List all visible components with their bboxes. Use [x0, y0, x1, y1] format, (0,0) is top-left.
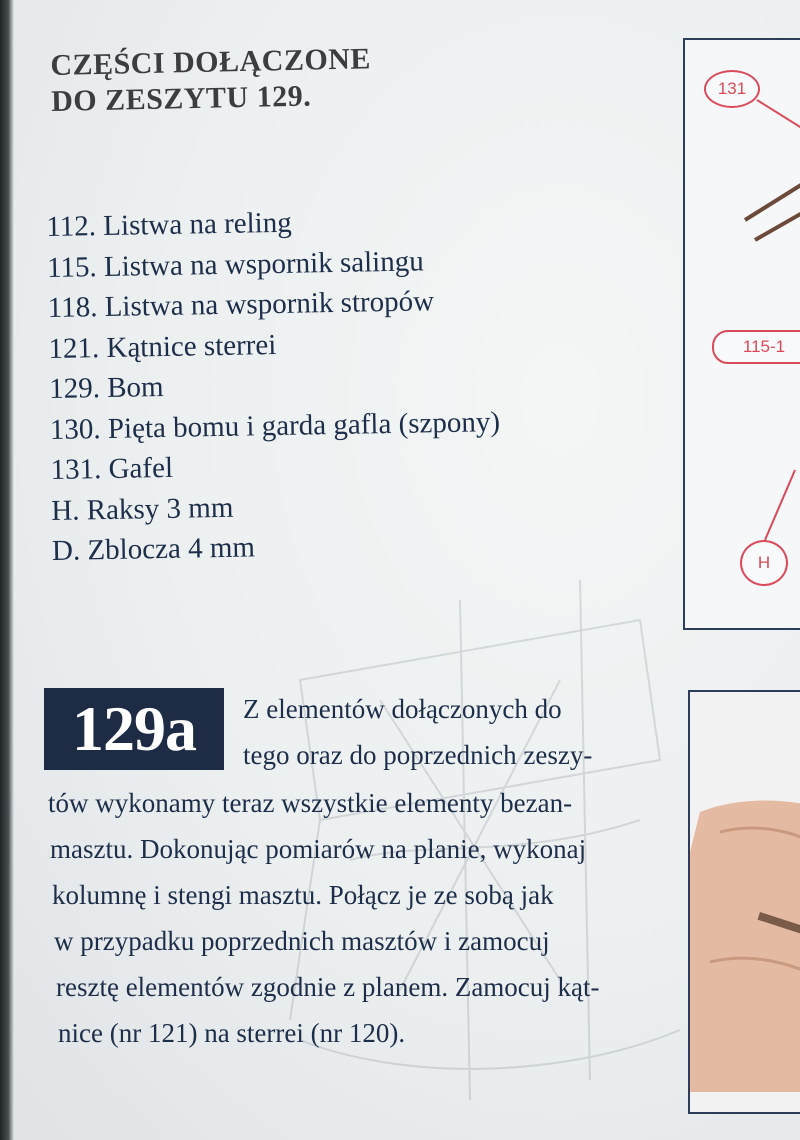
step-number-badge: 129a [44, 688, 224, 770]
page-heading [50, 41, 372, 120]
parts-list [46, 199, 502, 571]
instruction-line: tego oraz do poprzednich zeszy- [243, 740, 593, 770]
heading-line-2: DO ZESZYTU 129. [50, 79, 312, 118]
list-item: 129. Bom [48, 370, 164, 405]
instruction-line: resztę elementów zgodnie z planem. Zamocuj kąt- [56, 972, 600, 1002]
instruction-line: w przypadku poprzednich masztów i zamocuj [54, 926, 550, 956]
callout-115: 115-1 [712, 330, 800, 364]
list-item: 118. Listwa na wspornik stropów [47, 285, 435, 324]
list-item: D. Zblocza 4 mm [51, 531, 256, 567]
instruction-line: Z elementów dołączonych do [243, 694, 562, 724]
instruction-line: kolumnę i stengi masztu. Połącz je ze sobą jak [52, 880, 554, 910]
list-item: 130. Pięta bomu i garda gafla (szpony) [49, 405, 501, 446]
list-item: 112. Listwa na reling [46, 206, 292, 243]
list-item: 115. Listwa na wspornik salingu [46, 244, 424, 284]
list-item: H. Raksy 3 mm [51, 491, 234, 527]
heading-line-1: CZĘŚCI DOŁĄCZONE [50, 42, 372, 82]
instruction-line: masztu. Dokonując pomiarów na planie, wykonaj [50, 834, 587, 864]
callout-h: H [740, 540, 788, 586]
instruction-line: nice (nr 121) na sterrei (nr 120). [58, 1018, 406, 1048]
list-item: 121. Kątnice sterrei [48, 328, 277, 365]
instruction-line: tów wykonamy teraz wszystkie elementy bezan- [48, 788, 573, 818]
photo-frame-bottom [688, 690, 800, 1114]
callout-131: 131 [704, 70, 760, 108]
page-spine-shadow [0, 0, 14, 1140]
hand-photo [690, 792, 800, 1092]
list-item: 131. Gafel [50, 451, 174, 486]
